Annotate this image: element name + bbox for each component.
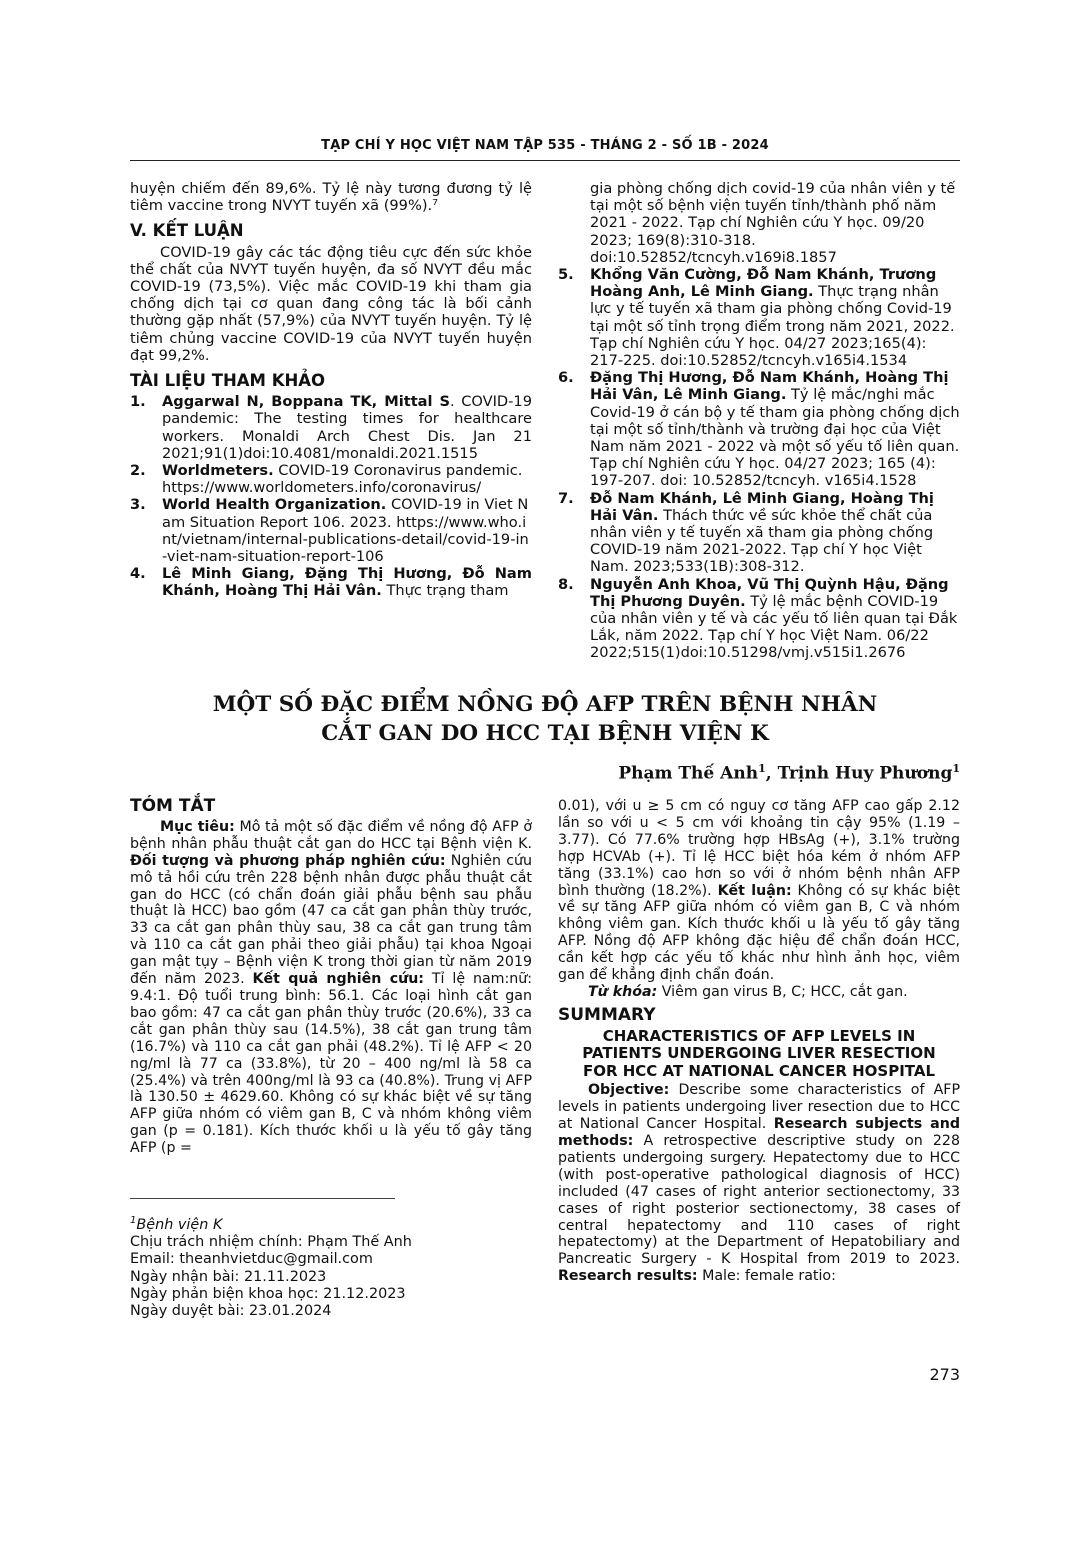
conclusion-heading: V. KẾT LUẬN — [130, 221, 244, 241]
reference-item — [130, 462, 532, 496]
reference-authors: World Health Organization. — [162, 496, 387, 514]
methods-label: Đối tượng và phương pháp nghiên cứu: — [130, 852, 446, 869]
keywords-line — [558, 984, 960, 1001]
reference-number: 7. — [558, 489, 574, 507]
reference-text: Tỷ lệ mắc/nghi mắc Covid-19 ở cán bộ y tế tham gia phòng chống dịch tại một số tỉnh/thành và trường đại học của Việt Nam năm 2021 - 2022 và một số yếu tố liên quan. Tạp chí Nghiên cứu Y học. 04/27 2023; 165 (4): 197-207. doi: 10.52852/tcncyh. v165i4.1528 — [590, 386, 960, 490]
objective-text: Mô tả một số đặc điểm về nồng độ AFP ở bệnh nhân phẫu thuật cắt gan do HCC tại Bệnh viện K. — [130, 818, 533, 852]
responsible-author: Chịu trách nhiệm chính: Phạm Thế Anh — [130, 1234, 412, 1251]
abstract-vi-column — [130, 798, 532, 1157]
summary-heading: SUMMARY — [558, 1004, 656, 1025]
reference-item — [558, 490, 960, 576]
conclusion-label: Kết luận: — [717, 882, 792, 899]
reference-item — [558, 266, 960, 369]
reference-item — [130, 565, 532, 599]
reference-number: 1. — [130, 393, 146, 411]
affiliation-mark: 1 — [952, 762, 960, 775]
objective-text: Describe some characteristics of AFP levels in patients undergoing liver resection due to HCC at National Cancer Hospital. — [558, 1082, 960, 1133]
methods-text: A retrospective descriptive study on 228 patients undergoing surgery. Hepatectomy due to HCC (with post-operative pathological diagnosis of HCC) included (47 cases of right anterior sectionectomy, 33 cases of right posterior sectionectomy, 38 cases of central hepatectomy and 110 cases of right hepatectomy) at the Department of Hepatobiliary and Pancreatic Surgery - K Hospital from 2019 to 2023. — [558, 1133, 960, 1268]
summary-title-line: FOR HCC AT NATIONAL CANCER HOSPITAL — [582, 1061, 936, 1080]
reference-text: Thách thức về sức khỏe thể chất của nhân viên y tế tuyến xã tham gia phòng chống COVID-19 năm 2021-2022. Tạp chí Y học Việt Nam. 2023;533(1B):308-312. — [590, 506, 934, 576]
reference-text: COVID-19 in Viet Nam Situation Report 106. 2023. https://www.who.int/vietnam/internal-publications-detail/covid-19-in-viet-nam-situation-report-106 — [162, 496, 529, 566]
results-text: Tỉ lệ nam:nữ: 9.4:1. Độ tuổi trung bình: 56.1. Các loại hình cắt gan bao gồm: 47 ca cắt gan phân thùy trước (20.6%), 33 ca cắt gan phân thùy sau (14.5%), 38 cắt gan trung tâm (16.7%) và 110 ca cắt gan phải (48.2%). Tỉ lệ AFP < 20 ng/ml là 77 ca (33.8%), từ 20 – 400 ng/ml là 58 ca (25.4%) và trên 400ng/ml là 93 ca (40.8%). Trung vị AFP là 130.50 ± 4629.60. Không có sự khác biệt về sự tăng AFP giữa nhóm có viêm gan B, C và nhóm không viêm gan (p = 0.181). Kích thước khối u là yếu tố gây tăng AFP (p = — [130, 971, 532, 1157]
article-title-line: CẮT GAN DO HCC TẠI BỆNH VIỆN K — [321, 721, 769, 746]
reference-number: 4. — [130, 565, 146, 583]
reference-text: . COVID-19 pandemic: The testing times for healthcare workers. Monaldi Arch Chest Dis. Jan 21 2021;91(1)doi:10.4081/monaldi.2021.1515 — [162, 393, 532, 462]
author-name: Trịnh Huy Phương — [777, 763, 953, 784]
abstract-paragraph — [130, 819, 532, 1157]
reference-authors: Worldmeters. — [162, 462, 274, 480]
reference-authors: Đặng Thị Hương, Đỗ Nam Khánh, Hoàng Thị Hải Vân, Lê Minh Giang. — [590, 369, 949, 404]
methods-label: Research subjects and methods: — [558, 1116, 960, 1149]
email: Email: theanhvietduc@gmail.com — [130, 1251, 373, 1268]
conclusion-paragraph: COVID-19 gây các tác động tiêu cực đến sức khỏe thể chất của NVYT tuyến huyện, đa số NVYT đều mắc COVID-19 (73,5%). Việc mắc COVID-19 khi tham gia chống dịch tại cơ quan đang công tác là bối cảnh thường gặp nhất (57,9%) của NVYT tuyến huyện. Tỷ lệ tiêm chủng vaccine COVID-19 của NVYT tuyến huyện đạt 99,2%. — [130, 243, 532, 364]
header-rule — [130, 160, 960, 161]
methods-text: Nghiên cứu mô tả hồi cứu trên 228 bệnh nhân được phẫu thuật cắt gan do HCC (có chẩn đoán giải phẫu bệnh sau phẫu thuật là HCC) bao gồm (47 ca cắt gan phân thùy trước, 33 ca cắt gan phân thùy sau, 38 ca cắt gan trung tâm và 110 ca cắt gan phải theo giải phẫu) tại khoa Ngoại gan mật tụy – Bệnh viện K trong thời gian từ năm 2019 đến năm 2023. — [130, 852, 532, 988]
reference-number: 2. — [130, 462, 146, 480]
reference-item — [558, 576, 960, 662]
article-authors — [560, 762, 960, 784]
reference-authors: Đỗ Nam Khánh, Lê Minh Giang, Hoàng Thị Hải Vân. — [590, 489, 934, 524]
keywords-text: Viêm gan virus B, C; HCC, cắt gan. — [657, 983, 908, 1000]
objective-label: Mục tiêu: — [160, 818, 235, 835]
abstract-vi-right-column — [558, 798, 960, 1285]
top-left-column — [130, 180, 532, 600]
affiliation-text: Bệnh viện K — [136, 1216, 223, 1233]
affiliation-mark: 1 — [130, 1215, 137, 1226]
journal-header: TẠP CHÍ Y HỌC VIỆT NAM TẬP 535 - THÁNG 2 - SỐ 1B - 2024 — [321, 138, 769, 153]
summary-title-line: PATIENTS UNDERGOING LIVER RESECTION — [582, 1044, 936, 1063]
results-text-continued: 0.01), với u ≥ 5 cm có nguy cơ tăng AFP cao gấp 2.12 lần so với u < 5 cm với khoảng tin cậy 95% (1.19 – 3.77). Có 77.6% trường hợp HBsAg (+), 3.1% trường hợp HCVAb (+). Tỉ lệ HCC biệt hóa kém ở nhóm AFP tăng (33.1%) cao hơn so với ở nhóm bệnh nhân AFP bình thường (18.2%). — [558, 798, 960, 899]
reference-item — [558, 369, 960, 489]
article-title-line: MỘT SỐ ĐẶC ĐIỂM NỒNG ĐỘ AFP TRÊN BỆNH NHÂN — [212, 692, 878, 717]
reference-number: 3. — [130, 496, 146, 514]
conclusion-text: Không có sự khác biệt về sự tăng AFP giữa nhóm có viêm gan B, C và nhóm không viêm gan. Kích thước khối u là yếu tố gây tăng AFP. Nồng độ AFP không đặc hiệu để chẩn đoán HCC, cần kết hợp các yếu tố khác như hình ảnh học, viêm gan để khẳng định chẩn đoán. — [558, 882, 960, 984]
author-name: Phạm Thế Anh — [618, 763, 759, 784]
affiliation-note — [130, 1212, 550, 1234]
reference-text: COVID-19 Coronavirus pandemic. https://www.worldometers.info/coronavirus/ — [162, 462, 523, 497]
reference-number: 6. — [558, 369, 574, 387]
top-right-column — [558, 180, 960, 662]
reference-continuation: gia phòng chống dịch covid-19 của nhân viên y tế tại một số bệnh viện tuyến tỉnh/thành phố năm 2021 - 2022. Tạp chí Nghiên cứu Y học. 09/20 2023; 169(8):310-318. doi:10.52852/tcncyh.v169i8.1857 — [590, 180, 956, 266]
objective-label: Objective: — [588, 1082, 670, 1099]
page-number: 273 — [929, 1365, 960, 1384]
discussion-paragraph: huyện chiếm đến 89,6%. Tỷ lệ này tương đương tỷ lệ tiêm vaccine trong NVYT tuyến xã (99%).⁷ — [130, 180, 532, 215]
reference-item — [130, 393, 532, 462]
reference-authors: Aggarwal N, Boppana TK, Mittal S — [162, 393, 451, 411]
summary-title — [558, 1028, 960, 1081]
summary-paragraph — [558, 1082, 960, 1285]
keywords-label: Từ khóa: — [588, 983, 658, 1000]
article-title — [130, 690, 960, 748]
summary-title-line: CHARACTERISTICS OF AFP LEVELS IN — [602, 1026, 916, 1045]
reference-text: Thực trạng tham — [381, 582, 509, 600]
reference-authors: Lê Minh Giang, Đặng Thị Hương, Đỗ Nam Khánh, Hoàng Thị Hải Vân. — [162, 565, 532, 600]
results-text: Male: female ratio: — [697, 1268, 836, 1285]
footnote-rule — [130, 1198, 395, 1199]
affiliation-mark: 1 — [758, 762, 766, 775]
reference-text: Tỷ lệ mắc bệnh COVID-19 của nhân viên y tế và các yếu tố liên quan tại Đắk Lắk, năm 2022. Tạp chí Y học Việt Nam. 06/22 2022;515(1)doi:10.51298/vmj.v515i1.2676 — [590, 592, 958, 662]
reference-text: Thực trạng nhân lực y tế tuyến xã tham gia phòng chống Covid-19 tại một số tỉnh trọng điểm trong năm 2021, 2022. Tạp chí Nghiên cứu Y học. 04/27 2023;165(4): 217-225. doi:10.52852/tcncyh.v165i4.1534 — [590, 283, 955, 370]
reference-item — [130, 496, 532, 565]
received-date: Ngày nhận bài: 21.11.2023 — [130, 1268, 327, 1285]
abstract-heading: TÓM TẮT — [130, 796, 216, 816]
reference-number: 5. — [558, 266, 574, 284]
results-label: Research results: — [558, 1268, 698, 1285]
reviewed-date: Ngày phản biện khoa học: 21.12.2023 — [130, 1285, 406, 1302]
author-separator: , — [765, 763, 778, 784]
reference-authors: Nguyễn Anh Khoa, Vũ Thị Quỳnh Hậu, Đặng Thị Phương Duyên. — [590, 575, 949, 610]
abstract-paragraph — [558, 798, 960, 984]
footnotes — [130, 1212, 550, 1321]
accepted-date: Ngày duyệt bài: 23.01.2024 — [130, 1303, 332, 1320]
results-label: Kết quả nghiên cứu: — [252, 971, 424, 988]
reference-authors: Khổng Văn Cường, Đỗ Nam Khánh, Trương Hoàng Anh, Lê Minh Giang. — [590, 266, 937, 301]
references-heading: TÀI LIỆU THAM KHẢO — [130, 371, 326, 391]
reference-number: 8. — [558, 575, 574, 593]
